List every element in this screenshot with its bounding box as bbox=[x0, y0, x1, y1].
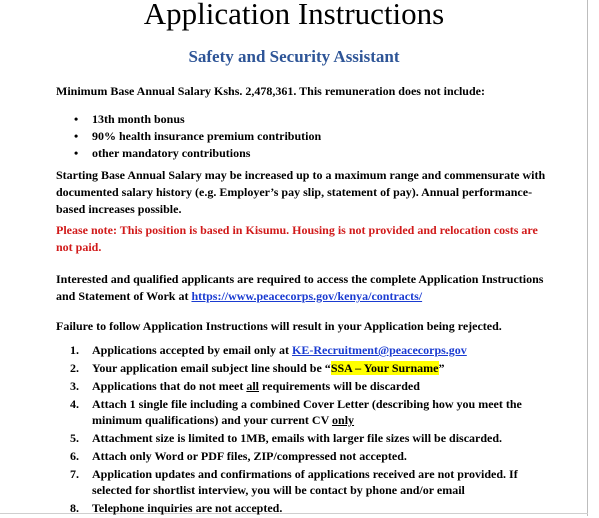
page-title: Application Instructions bbox=[143, 0, 445, 31]
exclusions-list bbox=[70, 111, 321, 162]
rule-number: 4. bbox=[70, 397, 79, 411]
access-text: Interested and qualified applicants are required to access the complete Application Instructions and Statement of Work at bbox=[56, 272, 544, 303]
list-item: • 13th month bonus bbox=[70, 111, 321, 128]
rule-item bbox=[70, 396, 550, 428]
subject-line-highlight: SSA – Your Surname bbox=[330, 361, 439, 375]
rule-number: 3. bbox=[70, 379, 79, 393]
rule-text: Application updates and confirmations of applications received are not provided. If selected for shortlist interview, you will be contact by phone and/or email bbox=[92, 467, 518, 497]
access-paragraph bbox=[56, 271, 556, 305]
rule-text: Attach only Word or PDF files, ZIP/compressed not accepted. bbox=[92, 449, 407, 463]
salary-paragraph: Minimum Base Annual Salary Kshs. 2,478,361. This remuneration does not include: bbox=[56, 84, 485, 98]
rule-number: 8. bbox=[70, 501, 79, 515]
list-item: • 90% health insurance premium contribution bbox=[70, 128, 321, 145]
rule-number: 2. bbox=[70, 361, 79, 375]
rule-item bbox=[70, 466, 550, 498]
starting-salary-paragraph: Starting Base Annual Salary may be increased up to a maximum range and commensurate with documented salary history (e.g. Employer’s pay slip, statement of pay). Annual performance-based increases possible. bbox=[56, 168, 546, 216]
rule-number: 6. bbox=[70, 449, 79, 463]
list-item: • other mandatory contributions bbox=[70, 145, 321, 162]
rule-number: 5. bbox=[70, 431, 79, 445]
application-rules-list bbox=[70, 342, 550, 518]
rule-item bbox=[70, 378, 550, 394]
failure-warning: Failure to follow Application Instructions will result in your Application being rejected. bbox=[56, 319, 502, 333]
rule-item bbox=[70, 430, 550, 446]
location-note: Please note: This position is based in Kisumu. Housing is not provided and relocation costs are not paid. bbox=[56, 223, 538, 254]
rule-text: Attachment size is limited to 1MB, emails with larger file sizes will be discarded. bbox=[92, 431, 503, 445]
rule-item bbox=[70, 360, 550, 376]
rule-item bbox=[70, 500, 550, 516]
rule-emphasis: only bbox=[332, 413, 355, 427]
rule-emphasis: all bbox=[246, 379, 260, 393]
position-subtitle: Safety and Security Assistant bbox=[188, 47, 400, 66]
rule-text: Your application email subject line should be “ bbox=[92, 361, 331, 375]
rule-text-end: ” bbox=[438, 361, 445, 375]
recruitment-email-link[interactable]: KE-Recruitment@peacecorps.gov bbox=[292, 343, 467, 357]
rule-text: Attach 1 single file including a combined Cover Letter (describing how you meet the minimum qualifications) and your current CV bbox=[92, 397, 522, 427]
rule-number: 1. bbox=[70, 343, 79, 357]
rule-number: 7. bbox=[70, 467, 79, 481]
rule-item bbox=[70, 448, 550, 464]
rule-item bbox=[70, 342, 550, 358]
rule-text: Applications that do not meet bbox=[92, 379, 244, 393]
page-edge-right bbox=[587, 0, 588, 516]
rule-text: Telephone inquiries are not accepted. bbox=[92, 501, 283, 515]
rule-text: Applications accepted by email only at bbox=[92, 343, 289, 357]
rule-text-end: requirements will be discarded bbox=[262, 379, 420, 393]
contracts-link[interactable]: https://www.peacecorps.gov/kenya/contracts/ bbox=[191, 289, 423, 303]
